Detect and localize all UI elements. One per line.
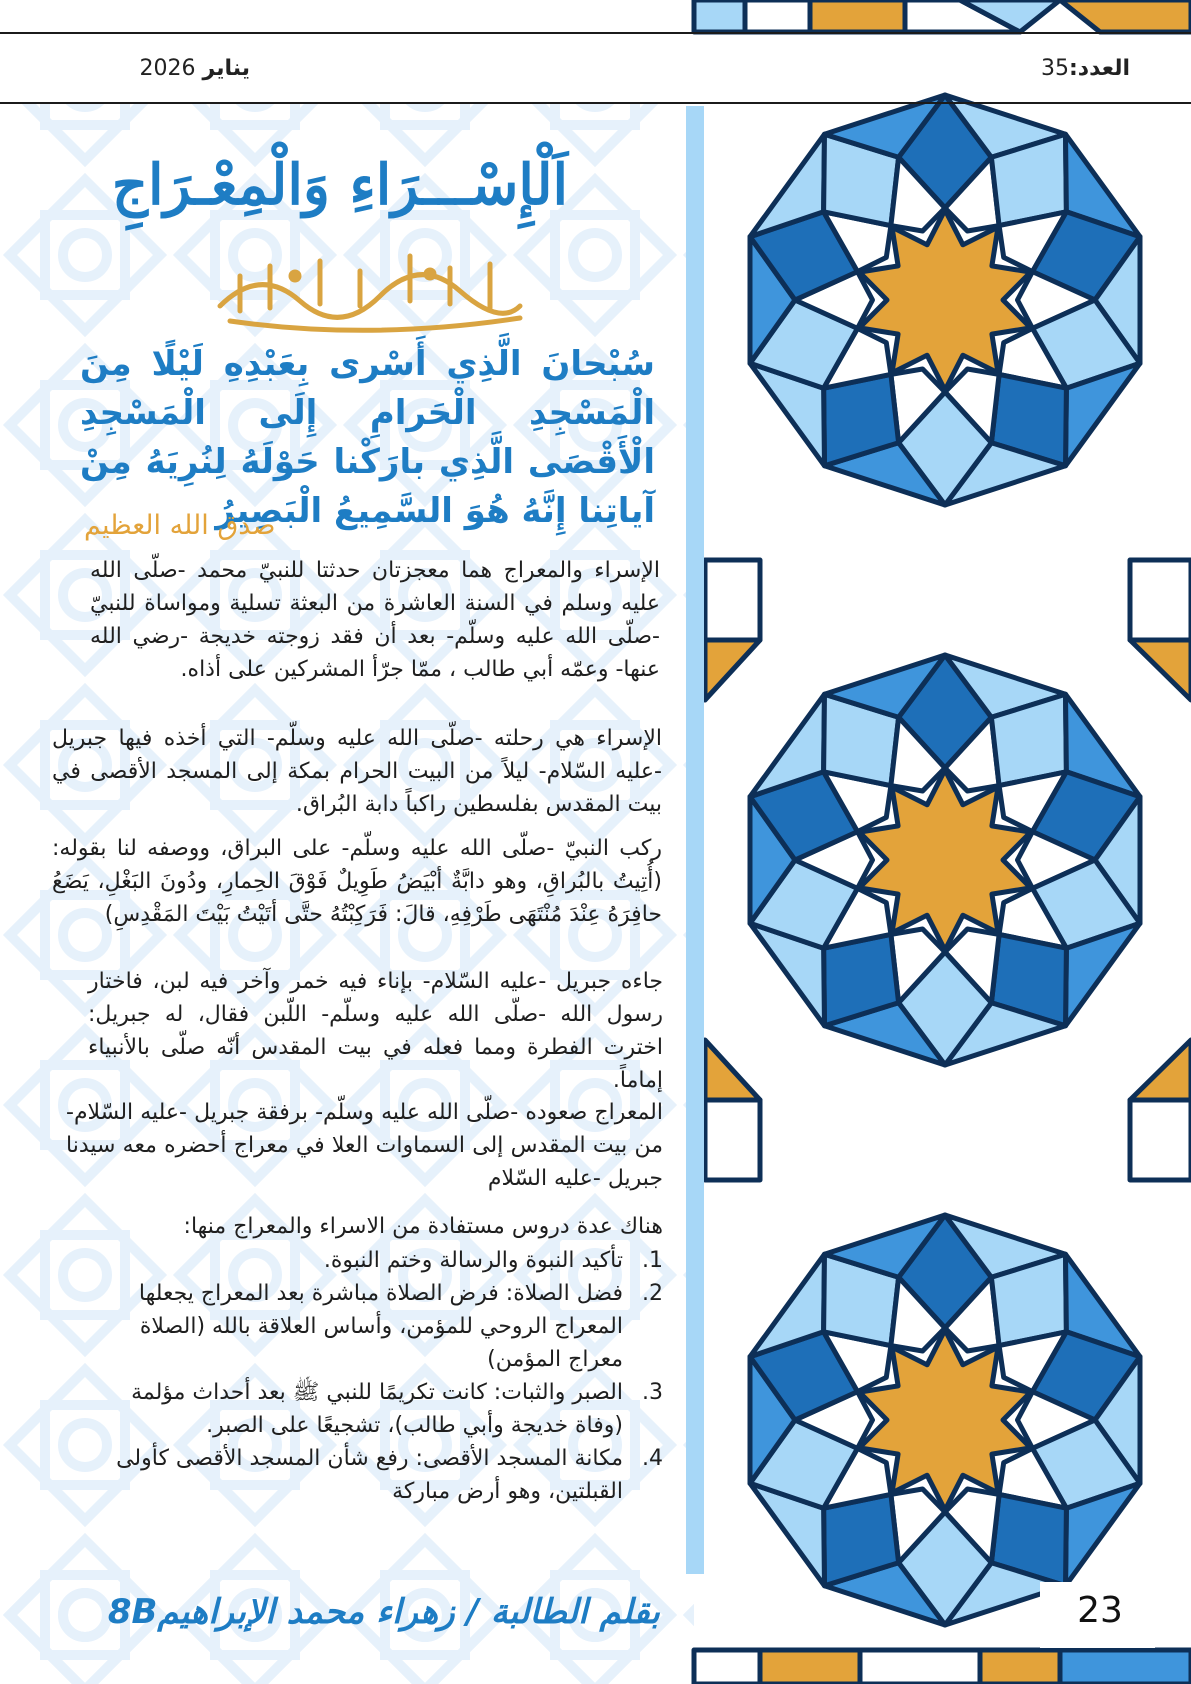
- verse-closing: صدق الله العظيم: [84, 510, 276, 541]
- list-item-text: الصبر والثبات: كانت تكريمًا للنبي ﷺ بعد أحداث مؤلمة (وفاة خديجة وأبي طالب)، تشجيعًا على الصبر.: [131, 1380, 623, 1438]
- list-item-number: 1.: [642, 1248, 663, 1273]
- header-top-rule: [0, 32, 1191, 34]
- paragraph-buraq: ركب النبيّ -صلّى الله عليه وسلّم- على البراق، ووصفه لنا بقوله: (أُتِيتُ بالبُراقِ، وهو دابَّةٌ أبْيَضُ طَوِيلٌ فَوْقَ الحِمارِ، ودُونَ البَغْلِ، يَضَعُ حافِرَهُ عِنْدَ مُنْتَهَى طَرْفِهِ، قالَ: فَرَكِبْتُهُ حتَّى أتَيْتُ بَيْتَ المَقْدِسِ): [52, 836, 662, 927]
- lessons-heading: هناك عدة دروس مستفادة من الاسراء والمعراج منها:: [183, 1214, 663, 1239]
- column-divider-stripe: [686, 106, 704, 1574]
- issue-label: العدد:: [1068, 55, 1130, 81]
- lessons-list: [100, 1244, 663, 1508]
- list-item: [100, 1244, 663, 1277]
- paragraph-miraj: المعراج صعوده -صلّى الله عليه وسلّم- برفقة جبريل -عليه السّلام- من بيت المقدس إلى السماوات العلا في معراج أحضره معه سيدنا جبريل -عليه السّلام: [66, 1100, 663, 1191]
- paragraph-jibril: جاءه جبريل -عليه السّلام- بإناء فيه خمر وآخر فيه لبن، فاختار رسول الله -صلّى الله عليه وسلّم- اللّبن فقال، له جبريل: اخترت الفطرة ومما فعله في بيت المقدس أنّه صلّى بالأنبياء إماماً.: [88, 969, 663, 1093]
- list-item: [100, 1376, 663, 1442]
- list-item-number: 3.: [642, 1380, 663, 1405]
- list-item: [100, 1442, 663, 1508]
- band-right-upper: [1130, 560, 1191, 640]
- list-item-text: تأكيد النبوة والرسالة وختم النبوة.: [323, 1248, 623, 1273]
- author-credit: بقلم الطالبة / زهراء محمد الإبراهيم8B: [107, 1592, 660, 1632]
- page-number: 23: [1077, 1590, 1123, 1631]
- paragraph-intro: الإسراء والمعراج هما معجزتان حدثتا للنبيّ محمد -صلّى الله عليه وسلم في السنة العاشرة من البعثة تسلية ومواساة للنبيّ -صلّى الله عليه وسلّم- بعد أن فقد زوجته خديجة -رضي الله عنها- وعمّه أبي طالب ، ممّا جرّأ المشركين على أذاه.: [90, 558, 660, 682]
- issue-value: 35: [1040, 55, 1069, 81]
- band-left-lower: [705, 1100, 760, 1180]
- quran-verse: سُبْحانَ الَّذِي أَسْرى بِعَبْدِهِ لَيْلًا مِنَ الْمَسْجِدِ الْحَرامِ إِلَى الْمَسْجِدِ الْأَقْصَى الَّذِي بارَكْنا حَوْلَهُ لِنُرِيَهُ مِنْ آياتِنا إِنَّهُ هُوَ السَّمِيعُ الْبَصِيرُ: [80, 344, 655, 531]
- list-item-number: 2.: [642, 1281, 663, 1306]
- list-item-text: فضل الصلاة: فرض الصلاة مباشرة بعد المعراج يجعلها المعراج الروحي للمؤمن، وأساس العلاقة بالله (الصلاة معراج المؤمن): [138, 1281, 623, 1372]
- list-item: [100, 1277, 663, 1376]
- date-month: يناير: [202, 55, 250, 81]
- basmala-calligraphy: [200, 246, 540, 336]
- header-bottom-rule: [0, 102, 1191, 104]
- bottom-strip-tiles: [694, 1650, 1191, 1684]
- article-title: اَلْإِسْـــرَاءِ وَالْمِعْـرَاجِ: [111, 152, 569, 218]
- band-right-lower: [1130, 1100, 1191, 1180]
- date-year: 2026: [139, 55, 196, 81]
- issue-number: [1010, 36, 1130, 100]
- band-left-upper: [705, 560, 760, 640]
- list-item-number: 4.: [642, 1446, 663, 1471]
- issue-date: [120, 36, 250, 100]
- list-item-text: مكانة المسجد الأقصى: رفع شأن المسجد الأقصى كأولى القبلتين، وهو أرض مباركة: [116, 1446, 623, 1504]
- top-strip-tiles: [694, 0, 1191, 32]
- paragraph-isra: الإسراء هي رحلته -صلّى الله عليه وسلّم- التي أخذه فيها جبريل -عليه السّلام- ليلاً من البيت الحرام بمكة إلى المسجد الأقصى في بيت المقدس بفلسطين راكباً دابة البُراق.: [52, 726, 662, 817]
